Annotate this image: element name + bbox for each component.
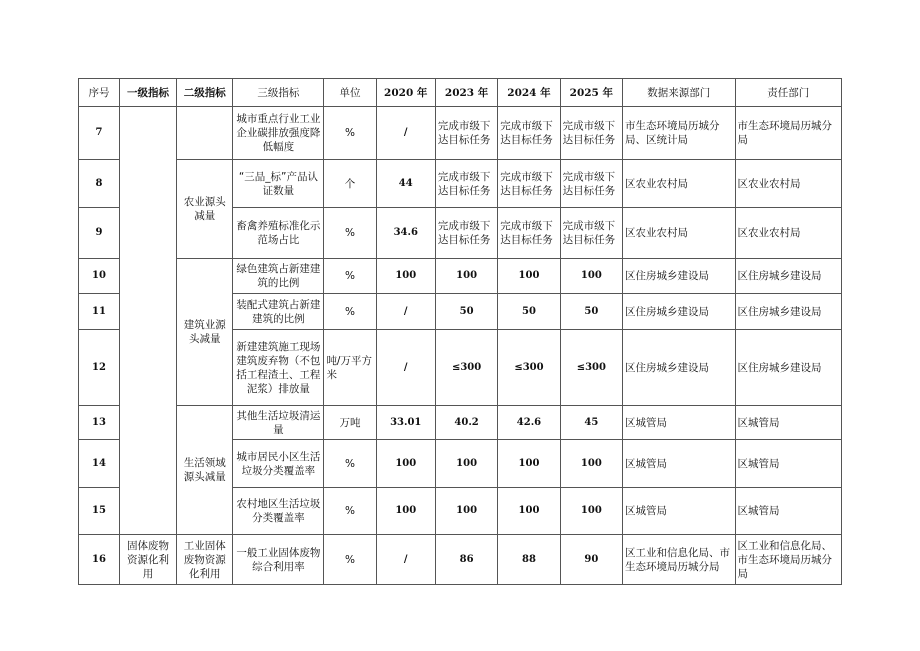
row-2020: /: [376, 294, 435, 330]
row-source: 区城管局: [623, 406, 736, 440]
row-2023: 完成市级下达目标任务: [435, 160, 497, 208]
row-source: 区农业农村局: [623, 208, 736, 259]
row-indicator: 城市重点行业工业企业碳排放强度降低幅度: [233, 107, 324, 160]
row-indicator: 畜禽养殖标准化示范场占比: [233, 208, 324, 259]
row-indicator: 一般工业固体废物综合利用率: [233, 535, 324, 585]
row-indicator: 城市居民小区生活垃圾分类覆盖率: [233, 440, 324, 488]
row-2023: 完成市级下达目标任务: [435, 107, 497, 160]
row-2024: 100: [498, 488, 560, 535]
level2-building: 建筑业源头减量: [177, 259, 233, 406]
row-unit: %: [324, 107, 376, 160]
level2-industrial-solid-waste: 工业固体废物资源化利用: [177, 535, 233, 585]
row-indicator: 装配式建筑占新建建筑的比例: [233, 294, 324, 330]
header-level3: 三级指标: [233, 79, 324, 107]
row-unit: 万吨: [324, 406, 376, 440]
row-2024: 88: [498, 535, 560, 585]
row-2025: 100: [560, 259, 622, 294]
row-2023: 100: [435, 488, 497, 535]
table-row: [79, 259, 842, 294]
row-2020: 100: [376, 440, 435, 488]
row-responsible: 区城管局: [735, 440, 841, 488]
row-responsible: 区农业农村局: [735, 208, 841, 259]
row-2025: 100: [560, 440, 622, 488]
row-responsible: 区城管局: [735, 488, 841, 535]
row-2024: 100: [498, 440, 560, 488]
row-2025: 50: [560, 294, 622, 330]
row-responsible: 区农业农村局: [735, 160, 841, 208]
level1-solid-waste: 固体废物资源化利用: [119, 535, 176, 585]
row-2025: 100: [560, 488, 622, 535]
row-2023: ≤300: [435, 330, 497, 406]
row-2025: 完成市级下达目标任务: [560, 107, 622, 160]
row-2024: 完成市级下达目标任务: [498, 160, 560, 208]
row-seq: 12: [79, 330, 120, 406]
header-level2: 二级指标: [177, 79, 233, 107]
row-seq: 10: [79, 259, 120, 294]
row-indicator: 其他生活垃圾清运量: [233, 406, 324, 440]
row-unit: 吨/万平方米: [324, 330, 376, 406]
row-2025: 完成市级下达目标任务: [560, 160, 622, 208]
row-2023: 100: [435, 440, 497, 488]
header-level1: 一级指标: [119, 79, 176, 107]
row-2020: /: [376, 107, 435, 160]
row-responsible: 区工业和信息化局、市生态环境局历城分局: [735, 535, 841, 585]
row-2023: 50: [435, 294, 497, 330]
row-source: 区住房城乡建设局: [623, 294, 736, 330]
table-row: [79, 535, 842, 585]
row-unit: %: [324, 488, 376, 535]
row-indicator: “三品_标”产品认证数量: [233, 160, 324, 208]
row-unit: %: [324, 259, 376, 294]
row-source: 区住房城乡建设局: [623, 259, 736, 294]
row-unit: %: [324, 208, 376, 259]
header-source: 数据来源部门: [623, 79, 736, 107]
row-seq: 11: [79, 294, 120, 330]
row-2020: 100: [376, 259, 435, 294]
row-source: 市生态环境局历城分局、区统计局: [623, 107, 736, 160]
row-source: 区城管局: [623, 440, 736, 488]
row-seq: 9: [79, 208, 120, 259]
row-seq: 7: [79, 107, 120, 160]
row-2024: 完成市级下达目标任务: [498, 208, 560, 259]
level2-life: 生活领域源头减量: [177, 406, 233, 535]
row-seq: 16: [79, 535, 120, 585]
header-seq: 序号: [79, 79, 120, 107]
row-2020: /: [376, 535, 435, 585]
row-unit: 个: [324, 160, 376, 208]
row-2024: 完成市级下达目标任务: [498, 107, 560, 160]
row-2023: 100: [435, 259, 497, 294]
header-row: [79, 79, 842, 107]
header-responsible: 责任部门: [735, 79, 841, 107]
row-source: 区农业农村局: [623, 160, 736, 208]
row-2024: 100: [498, 259, 560, 294]
row-2025: 完成市级下达目标任务: [560, 208, 622, 259]
row-2023: 完成市级下达目标任务: [435, 208, 497, 259]
row-2025: ≤300: [560, 330, 622, 406]
row-indicator: 新建建筑施工现场建筑废弃物（不包括工程渣土、工程泥浆）排放量: [233, 330, 324, 406]
row-unit: %: [324, 440, 376, 488]
header-unit: 单位: [324, 79, 376, 107]
row-2020: 44: [376, 160, 435, 208]
row-2020: 100: [376, 488, 435, 535]
row-2023: 40.2: [435, 406, 497, 440]
row-responsible: 市生态环境局历城分局: [735, 107, 841, 160]
row-2024: 50: [498, 294, 560, 330]
row-responsible: 区城管局: [735, 406, 841, 440]
row-2023: 86: [435, 535, 497, 585]
table-row: [79, 406, 842, 440]
row-responsible: 区住房城乡建设局: [735, 330, 841, 406]
row-2025: 90: [560, 535, 622, 585]
table-row: [79, 107, 842, 160]
header-2024: 2024 年: [498, 79, 560, 107]
indicator-table: [78, 78, 842, 585]
row-2020: 33.01: [376, 406, 435, 440]
row-indicator: 绿色建筑占新建建筑的比例: [233, 259, 324, 294]
table-row: [79, 160, 842, 208]
level1-cell-empty: [119, 107, 176, 535]
level2-cell-empty: [177, 107, 233, 160]
row-responsible: 区住房城乡建设局: [735, 259, 841, 294]
row-2025: 45: [560, 406, 622, 440]
header-2020: 2020 年: [376, 79, 435, 107]
row-unit: %: [324, 294, 376, 330]
row-seq: 8: [79, 160, 120, 208]
row-source: 区城管局: [623, 488, 736, 535]
row-seq: 15: [79, 488, 120, 535]
row-2020: 34.6: [376, 208, 435, 259]
header-2025: 2025 年: [560, 79, 622, 107]
row-responsible: 区住房城乡建设局: [735, 294, 841, 330]
row-source: 区住房城乡建设局: [623, 330, 736, 406]
row-2024: ≤300: [498, 330, 560, 406]
row-indicator: 农村地区生活垃圾分类覆盖率: [233, 488, 324, 535]
level2-agri: 农业源头减量: [177, 160, 233, 259]
row-seq: 13: [79, 406, 120, 440]
row-2020: /: [376, 330, 435, 406]
row-unit: %: [324, 535, 376, 585]
row-2024: 42.6: [498, 406, 560, 440]
row-source: 区工业和信息化局、市生态环境局历城分局: [623, 535, 736, 585]
row-seq: 14: [79, 440, 120, 488]
header-2023: 2023 年: [435, 79, 497, 107]
